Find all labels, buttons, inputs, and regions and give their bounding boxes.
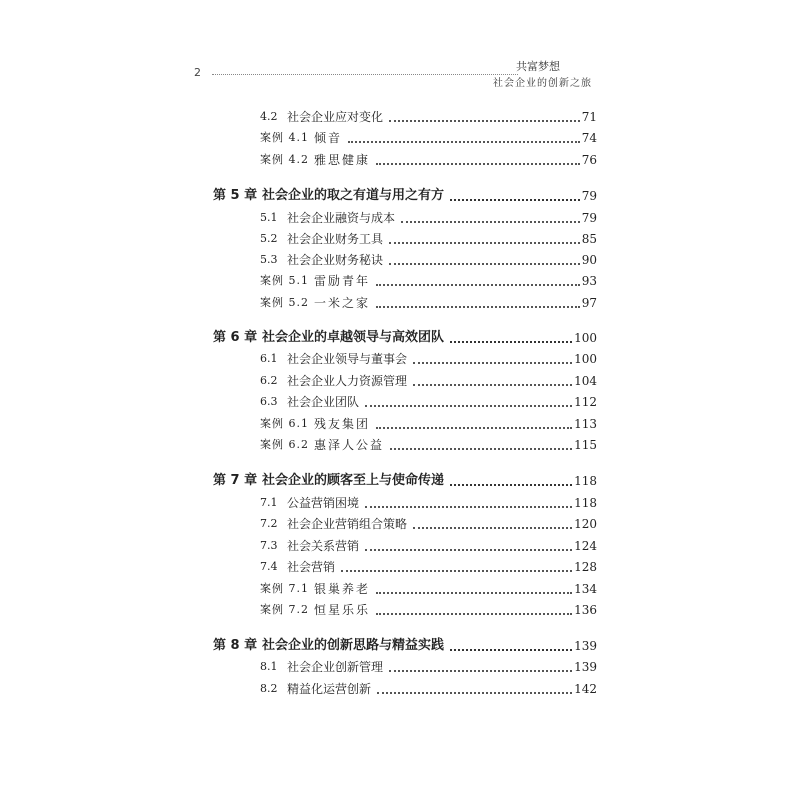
toc-entry-number: 案例 6.1 bbox=[260, 417, 309, 430]
toc-entry-title: 社会企业融资与成本 bbox=[287, 211, 396, 225]
toc-entry-title: 社会营销 bbox=[287, 560, 336, 574]
toc-case-entry bbox=[0, 600, 800, 620]
toc-entry-title: 社会企业财务工具 bbox=[287, 232, 384, 246]
toc-entry-number: 案例 5.1 bbox=[260, 274, 309, 287]
toc-entry-number: 8.1 bbox=[260, 660, 278, 673]
toc-entry-number: 案例 5.2 bbox=[260, 296, 309, 309]
toc-dot-leader bbox=[365, 405, 572, 407]
toc-entry-number: 第 8 章 bbox=[213, 638, 258, 653]
toc-section-entry bbox=[0, 371, 800, 391]
toc-section-entry bbox=[0, 250, 800, 270]
toc-section-entry bbox=[0, 679, 800, 699]
toc-entry-number: 案例 7.1 bbox=[260, 582, 309, 595]
toc-entry-title: 社会企业的创新思路与精益实践 bbox=[262, 638, 445, 653]
toc-dot-leader bbox=[389, 120, 580, 122]
toc-entry-number: 第 5 章 bbox=[213, 188, 258, 203]
toc-chapter-entry bbox=[0, 186, 800, 206]
toc-dot-leader bbox=[389, 242, 580, 244]
toc-entry-title: 雅思健康 bbox=[314, 153, 371, 167]
toc-chapter-entry bbox=[0, 471, 800, 491]
toc-entry-number: 5.2 bbox=[260, 232, 278, 245]
toc-section-entry bbox=[0, 657, 800, 677]
toc-section-entry bbox=[0, 107, 800, 127]
toc-entry-title: 社会关系营销 bbox=[287, 539, 360, 553]
toc-entry-title: 社会企业的顾客至上与使命传递 bbox=[262, 473, 445, 488]
toc-dot-leader bbox=[413, 362, 572, 364]
toc-entry-title: 恒星乐乐 bbox=[314, 603, 371, 617]
toc-entry-title: 惠泽人公益 bbox=[314, 438, 385, 452]
toc-entry-number: 7.1 bbox=[260, 496, 278, 509]
toc-entry-title: 社会企业领导与董事会 bbox=[287, 352, 408, 366]
toc-entry-number: 第 7 章 bbox=[213, 473, 258, 488]
toc-entry-number: 8.2 bbox=[260, 682, 278, 695]
toc-case-entry bbox=[0, 293, 800, 313]
toc-section-entry bbox=[0, 514, 800, 534]
toc-entry-title: 社会企业的取之有道与用之有方 bbox=[262, 188, 445, 203]
toc-page-number: 71 bbox=[581, 110, 597, 124]
toc-page-number: 128 bbox=[574, 560, 597, 574]
toc-page-number: 79 bbox=[581, 189, 597, 203]
toc-entry-title: 社会企业营销组合策略 bbox=[287, 517, 408, 531]
toc-case-entry bbox=[0, 414, 800, 434]
toc-page-number: 104 bbox=[574, 374, 597, 388]
toc-entry-title: 倾音 bbox=[314, 131, 343, 145]
toc-entry-number: 案例 4.2 bbox=[260, 153, 309, 166]
toc-case-entry bbox=[0, 271, 800, 291]
toc-dot-leader bbox=[348, 141, 580, 143]
toc-chapter-entry bbox=[0, 328, 800, 348]
toc-page-number: 139 bbox=[574, 639, 597, 653]
book-title: 共富梦想 bbox=[516, 60, 560, 73]
toc-section-entry bbox=[0, 536, 800, 556]
toc-dot-leader bbox=[377, 692, 572, 694]
toc-case-entry bbox=[0, 150, 800, 170]
toc-entry-number: 5.3 bbox=[260, 253, 278, 266]
toc-entry-title: 雷励青年 bbox=[314, 274, 371, 288]
toc-dot-leader bbox=[450, 199, 580, 201]
toc-case-entry bbox=[0, 435, 800, 455]
toc-dot-leader bbox=[401, 221, 580, 223]
toc-entry-number: 6.3 bbox=[260, 395, 278, 408]
toc-page-number: 136 bbox=[574, 603, 597, 617]
toc-page-number: 134 bbox=[574, 582, 597, 596]
toc-section-entry bbox=[0, 229, 800, 249]
toc-dot-leader bbox=[450, 341, 572, 343]
toc-dot-leader bbox=[376, 592, 572, 594]
toc-dot-leader bbox=[341, 570, 572, 572]
book-subtitle: 社会企业的创新之旅 bbox=[493, 78, 592, 89]
toc-page-number: 120 bbox=[574, 517, 597, 531]
toc-dot-leader bbox=[389, 263, 580, 265]
toc-dot-leader bbox=[413, 527, 572, 529]
toc-entry-title: 精益化运营创新 bbox=[287, 682, 372, 696]
toc-entry-number: 7.2 bbox=[260, 517, 278, 530]
toc-page-number: 85 bbox=[581, 232, 597, 246]
toc-entry-number: 6.2 bbox=[260, 374, 278, 387]
toc-entry-title: 社会企业应对变化 bbox=[287, 110, 384, 124]
toc-chapter-entry bbox=[0, 636, 800, 656]
toc-page-number: 79 bbox=[581, 211, 597, 225]
page-number: 2 bbox=[194, 66, 201, 79]
toc-page-number: 74 bbox=[581, 131, 597, 145]
toc-dot-leader bbox=[450, 484, 572, 486]
toc-dot-leader bbox=[376, 427, 572, 429]
toc-dot-leader bbox=[390, 448, 572, 450]
toc-page-number: 142 bbox=[574, 682, 597, 696]
toc-page-number: 118 bbox=[574, 496, 597, 510]
toc-page-number: 97 bbox=[581, 296, 597, 310]
toc-entry-title: 社会企业的卓越领导与高效团队 bbox=[262, 330, 445, 345]
toc-entry-number: 5.1 bbox=[260, 211, 278, 224]
toc-dot-leader bbox=[413, 384, 572, 386]
toc-page-number: 113 bbox=[574, 417, 597, 431]
toc-page-number: 139 bbox=[574, 660, 597, 674]
toc-dot-leader bbox=[376, 163, 580, 165]
toc-entry-number: 6.1 bbox=[260, 352, 278, 365]
toc-page-number: 112 bbox=[574, 395, 597, 409]
toc-entry-number: 案例 7.2 bbox=[260, 603, 309, 616]
toc-page-number: 76 bbox=[581, 153, 597, 167]
toc-dot-leader bbox=[376, 613, 572, 615]
toc-entry-title: 银巢养老 bbox=[314, 582, 371, 596]
toc-section-entry bbox=[0, 493, 800, 513]
toc-page-number: 100 bbox=[574, 352, 597, 366]
toc-entry-number: 案例 4.1 bbox=[260, 131, 309, 144]
toc-dot-leader bbox=[365, 549, 572, 551]
toc-page-number: 93 bbox=[581, 274, 597, 288]
toc-page-number: 90 bbox=[581, 253, 597, 267]
toc-dot-leader bbox=[365, 506, 572, 508]
toc-section-entry bbox=[0, 392, 800, 412]
toc-entry-title: 社会企业团队 bbox=[287, 395, 360, 409]
toc-page-number: 115 bbox=[574, 438, 597, 452]
toc-dot-leader bbox=[450, 649, 572, 651]
toc-section-entry bbox=[0, 349, 800, 369]
toc-page-number: 118 bbox=[574, 474, 597, 488]
toc-page-number: 124 bbox=[574, 539, 597, 553]
toc-entry-number: 案例 6.2 bbox=[260, 438, 309, 451]
toc-section-entry bbox=[0, 557, 800, 577]
toc-entry-title: 社会企业财务秘诀 bbox=[287, 253, 384, 267]
toc-entry-number: 7.3 bbox=[260, 539, 278, 552]
toc-dot-leader bbox=[376, 306, 580, 308]
toc-case-entry bbox=[0, 128, 800, 148]
toc-dot-leader bbox=[376, 284, 580, 286]
toc-page-number: 100 bbox=[574, 331, 597, 345]
toc-section-entry bbox=[0, 208, 800, 228]
toc-entry-number: 4.2 bbox=[260, 110, 278, 123]
toc-entry-title: 残友集团 bbox=[314, 417, 371, 431]
toc-entry-number: 第 6 章 bbox=[213, 330, 258, 345]
toc-case-entry bbox=[0, 579, 800, 599]
toc-entry-title: 公益营销困境 bbox=[287, 496, 360, 510]
toc-dot-leader bbox=[389, 670, 572, 672]
toc-entry-title: 社会企业人力资源管理 bbox=[287, 374, 408, 388]
toc-entry-title: 社会企业创新管理 bbox=[287, 660, 384, 674]
toc-entry-title: 一米之家 bbox=[314, 296, 371, 310]
toc-entry-number: 7.4 bbox=[260, 560, 278, 573]
